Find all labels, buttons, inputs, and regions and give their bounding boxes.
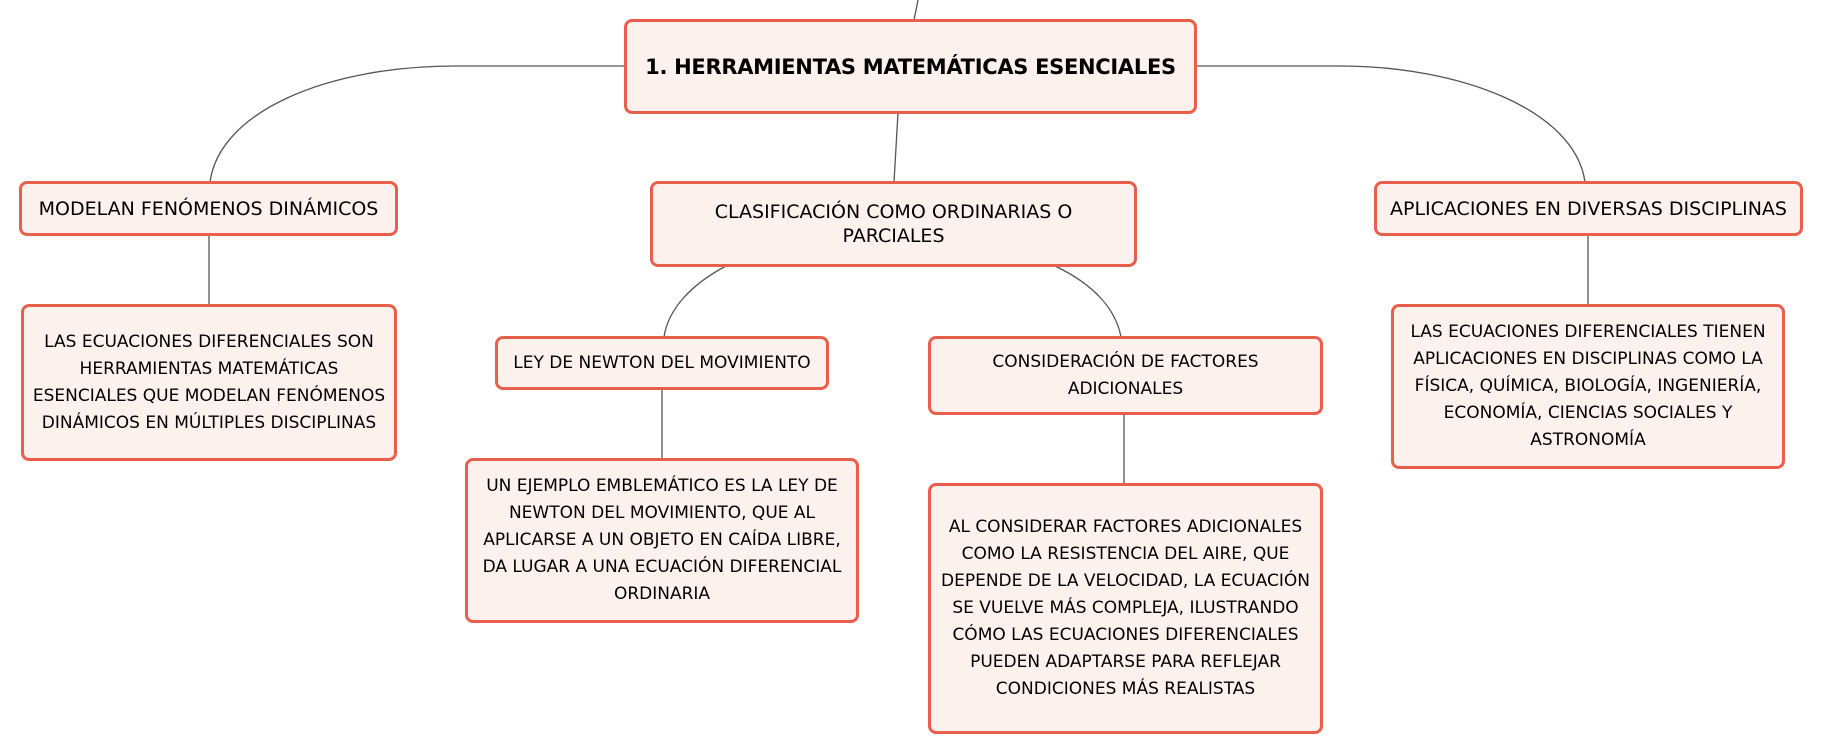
branch-clasificacion-node[interactable] [650,181,1137,267]
branch-clasificacion-label: CLASIFICACIÓN COMO ORDINARIAS O PARCIALES [714,201,1073,247]
branch-aplicaciones-node[interactable] [1374,181,1803,236]
connector-center-factors [1055,266,1121,337]
connector-root-left [210,66,625,182]
root-label: 1. HERRAMIENTAS MATEMÁTICAS ESENCIALES [645,54,1176,79]
connector-center-newton [664,266,726,337]
branch-aplicaciones-label: APLICACIONES EN DIVERSAS DISCIPLINAS [1389,197,1787,220]
branch-modelan-node[interactable] [19,181,398,236]
root-node[interactable] [624,19,1197,114]
modelan-detail-node[interactable] [21,304,397,461]
newton-node[interactable] [495,336,829,390]
factores-label: CONSIDERACIÓN DE FACTORES ADICIONALES [992,351,1259,399]
factores-node[interactable] [928,336,1323,415]
newton-detail-node[interactable] [465,458,859,623]
factores-detail-node[interactable] [928,483,1323,734]
aplicaciones-detail-text: LAS ECUACIONES DIFERENCIALES TIENEN APLICACIONES EN DISCIPLINAS COMO LA FÍSICA, QUÍMICA, BIOLOGÍA, INGENIERÍA, ECONOMÍA, CIENCIAS SOCIALES Y ASTRONOMÍA [1410,322,1766,450]
aplicaciones-detail-node[interactable] [1391,304,1785,469]
connector-root-parent [914,0,918,20]
connector-root-center [894,113,898,182]
newton-detail-text: UN EJEMPLO EMBLEMÁTICO ES LA LEY DE NEWTON DEL MOVIMIENTO, QUE AL APLICARSE A UN OBJETO EN CAÍDA LIBRE, DA LUGAR A UNA ECUACIÓN DIFERENCIAL ORDINARIA [482,476,842,604]
connector-root-right [1196,66,1585,182]
factores-detail-text: AL CONSIDERAR FACTORES ADICIONALES COMO LA RESISTENCIA DEL AIRE, QUE DEPENDE DE LA VELOCIDAD, LA ECUACIÓN SE VUELVE MÁS COMPLEJA, ILUSTRANDO CÓMO LAS ECUACIONES DIFERENCIALES PUEDEN ADAPTARSE PARA REFLEJAR CONDICIONES MÁS REALISTAS [941,517,1310,699]
branch-modelan-label: MODELAN FENÓMENOS DINÁMICOS [38,197,379,220]
newton-label: LEY DE NEWTON DEL MOVIMIENTO [513,353,811,373]
modelan-detail-text: LAS ECUACIONES DIFERENCIALES SON HERRAMIENTAS MATEMÁTICAS ESENCIALES QUE MODELAN FENÓMENOS DINÁMICOS EN MÚLTIPLES DISCIPLINAS [32,331,386,433]
